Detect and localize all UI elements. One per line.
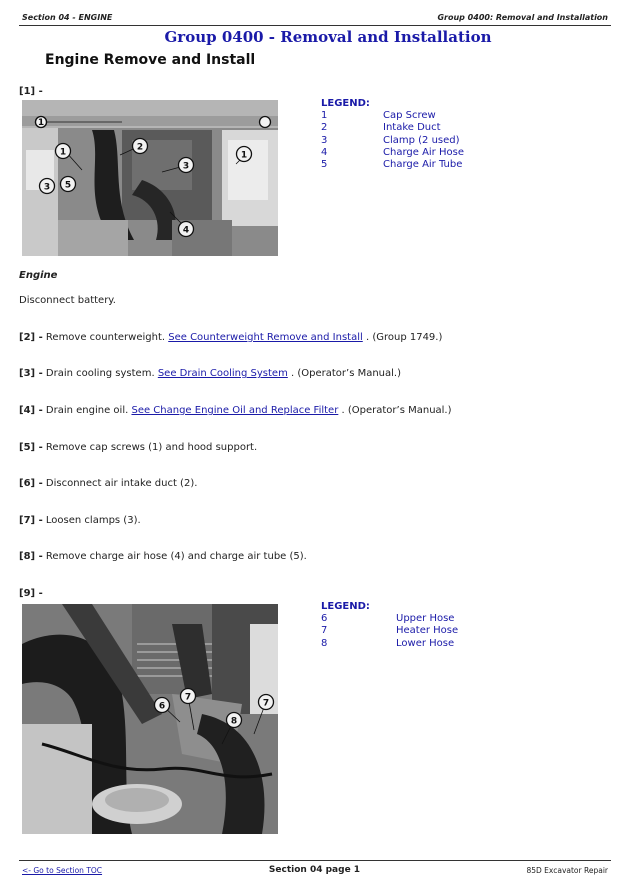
manual-title: 85D Excavator Repair [526,866,608,875]
step-4: [4] - Drain engine oil. See Change Engine Oil and Replace Filter . (Operator’s Manual.) [19,405,452,416]
svg-text:8: 8 [230,716,238,727]
page-number: Section 04 page 1 [268,865,361,875]
callout-8 [227,713,242,728]
svg-text:6: 6 [158,701,166,712]
legend2-title: LEGEND: [321,601,370,612]
legend1-item: 3 Clamp (2 used) [321,134,460,146]
svg-text:2: 2 [136,142,144,153]
svg-text:3: 3 [43,182,51,193]
step-5: [5] - Remove cap screws (1) and hood support. [19,442,258,453]
legend1-item: 5 Charge Air Tube [321,159,463,171]
callout-7b [259,695,274,710]
figure1-callouts [22,100,278,256]
step-3: [3] - Drain cooling system. See Drain Cooling System . (Operator’s Manual.) [19,368,401,379]
svg-text:7: 7 [262,698,270,709]
section-toc-link[interactable]: <- Go to Section TOC [22,866,103,875]
callout-2 [133,139,148,154]
engine-oil-link[interactable]: See Change Engine Oil and Replace Filter [131,405,339,416]
callout-3b [179,158,194,173]
svg-text:1: 1 [240,150,248,161]
legend1-item: 4 Charge Air Hose [321,146,464,158]
svg-text:1: 1 [37,118,45,128]
callout-1c [36,117,47,129]
legend1-item: 1 Cap Screw [321,110,436,121]
figure2-callouts [22,604,278,834]
callout-1a [56,144,71,159]
callout-1b [237,147,252,162]
legend2-item: 8 Lower Hose [321,637,455,649]
header-divider [19,25,611,26]
callout-6 [155,698,170,713]
step-2: [2] - Remove counterweight. See Counterweight Remove and Install . (Group 1749.) [19,332,443,343]
svg-text:4: 4 [182,225,190,236]
legend1-item: 2 Intake Duct [321,122,441,134]
counterweight-link[interactable]: See Counterweight Remove and Install [168,332,363,343]
svg-text:7: 7 [184,692,192,703]
svg-text:5: 5 [64,180,72,191]
step-7: [7] - Loosen clamps (3). [19,515,141,526]
group-title: Group 0400 - Removal and Installation [164,28,492,46]
callout-5 [61,177,76,192]
legend2-list [321,613,521,650]
callout-4 [179,222,194,237]
intro-text: Disconnect battery. [19,295,116,306]
figure2-label: [9] - [19,588,43,599]
legend2-item: 6 Upper Hose [321,613,455,624]
drain-cooling-link[interactable]: See Drain Cooling System [157,368,288,379]
callout-3a [40,179,55,194]
footer-divider [19,860,611,861]
legend1-title: LEGEND: [321,98,370,109]
svg-text:3: 3 [182,161,190,172]
figure1-label: [1] - [19,86,43,97]
step-6: [6] - Disconnect air intake duct (2). [19,478,198,489]
callout-7a [181,689,196,704]
page-title: Engine Remove and Install [45,52,256,68]
sub-heading: Engine [19,270,58,281]
header-group: Group 0400: Removal and Installation [437,13,608,22]
svg-text:1: 1 [59,147,67,158]
legend1-list [321,110,521,171]
legend2-item: 7 Heater Hose [321,625,459,637]
step-8: [8] - Remove charge air hose (4) and charge air tube (5). [19,551,307,562]
header-section: Section 04 - ENGINE [22,13,113,22]
